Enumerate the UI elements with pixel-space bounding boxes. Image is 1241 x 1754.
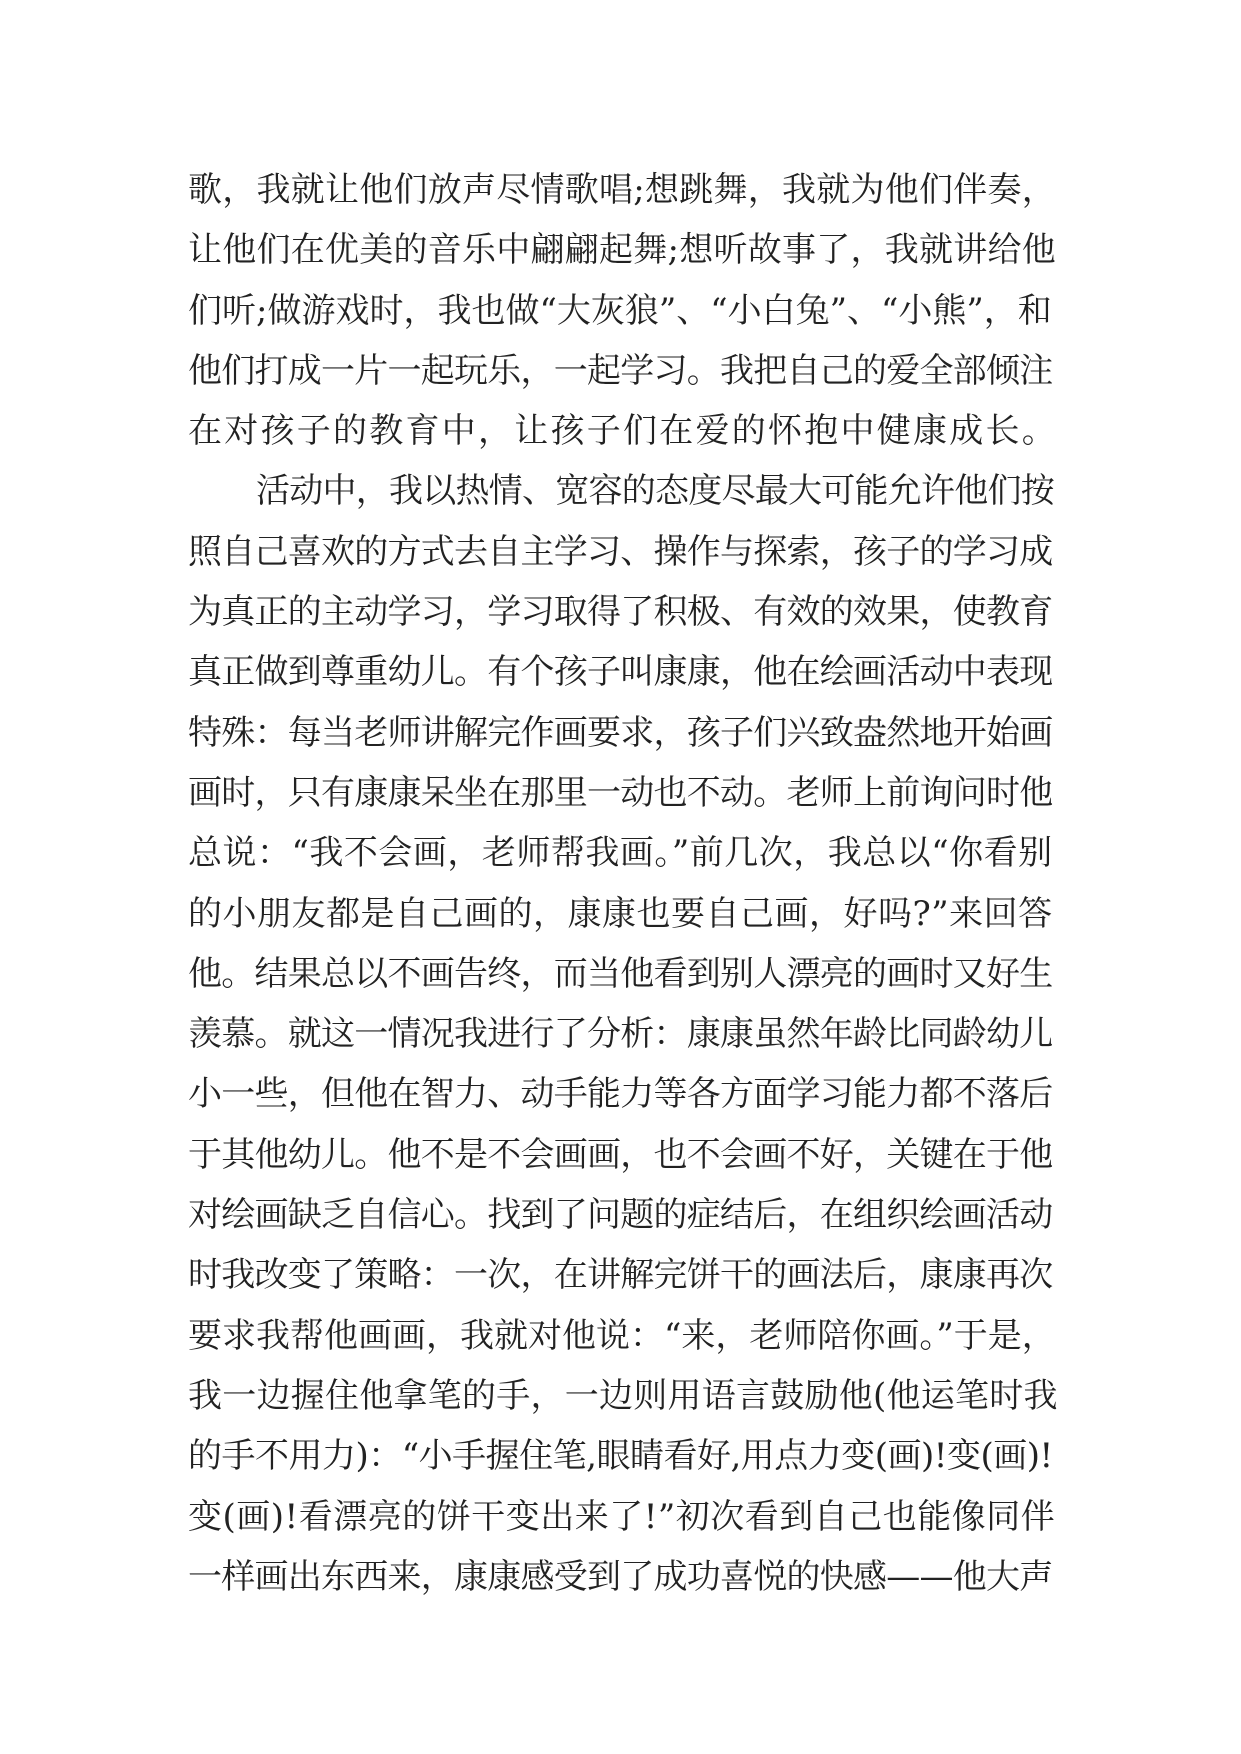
text-line: 时我改变了策略：一次，在讲解完饼干的画法后，康康再次 [188, 1255, 1053, 1296]
text-line: 变(画)!看漂亮的饼干变出来了!”初次看到自己也能像同伴 [188, 1496, 1056, 1537]
text-line: 羡慕。就这一情况我进行了分析：康康虽然年龄比同龄幼儿 [188, 1014, 1053, 1055]
text-line: 小一些，但他在智力、动手能力等各方面学习能力都不落后 [188, 1074, 1053, 1115]
text-line: 画时，只有康康呆坐在那里一动也不动。老师上前询问时他 [188, 772, 1053, 813]
text-line: 特殊：每当老师讲解完作画要求，孩子们兴致盎然地开始画 [188, 712, 1053, 753]
text-line: 对绘画缺乏自信心。找到了问题的症结后，在组织绘画活动 [188, 1195, 1053, 1236]
text-line: 他们打成一片一起玩乐，一起学习。我把自己的爱全部倾注 [188, 350, 1053, 391]
text-line: 照自己喜欢的方式去自主学习、操作与探索，孩子的学习成 [188, 531, 1053, 572]
paragraph-2 [188, 461, 1058, 1607]
text-line: 他。结果总以不画告终，而当他看到别人漂亮的画时又好生 [188, 953, 1053, 994]
text-line: 的手不用力)：“小手握住笔,眼睛看好,用点力变(画)!变(画)! [188, 1436, 1053, 1477]
text-line: 于其他幼儿。他不是不会画画，也不会画不好，关键在于他 [188, 1134, 1053, 1175]
text-line: 要求我帮他画画，我就对他说：“来，老师陪你画。”于是， [188, 1315, 1056, 1356]
text-line: 歌，我就让他们放声尽情歌唱;想跳舞，我就为他们伴奏， [188, 170, 1056, 210]
text-line: 的小朋友都是自己画的，康康也要自己画，好吗?”来回答 [188, 893, 1053, 934]
text-line: 总说：“我不会画，老师帮我画。”前几次，我总以“你看别 [188, 833, 1053, 874]
text-line: 一样画出东西来，康康感受到了成功喜悦的快感——他大声 [188, 1556, 1053, 1597]
text-line: 让他们在优美的音乐中翩翩起舞;想听故事了，我就讲给他 [188, 230, 1056, 271]
text-line: 我一边握住他拿笔的手，一边则用语言鼓励他(他运笔时我 [188, 1375, 1058, 1416]
text-line: 们听;做游戏时，我也做“大灰狼”、“小白兔”、“小熊”，和 [188, 290, 1052, 331]
text-line: 为真正的主动学习，学习取得了积极、有效的效果，使教育 [188, 592, 1053, 633]
text-line: 真正做到尊重幼儿。有个孩子叫康康，他在绘画活动中表现 [188, 652, 1053, 693]
document-body [188, 160, 1058, 1607]
text-line: 活动中，我以热情、宽容的态度尽最大可能允许他们按 [256, 471, 1054, 512]
text-line: 在对孩子的教育中，让孩子们在爱的怀抱中健康成长。 [188, 411, 1058, 452]
paragraph-1 [188, 160, 1058, 461]
